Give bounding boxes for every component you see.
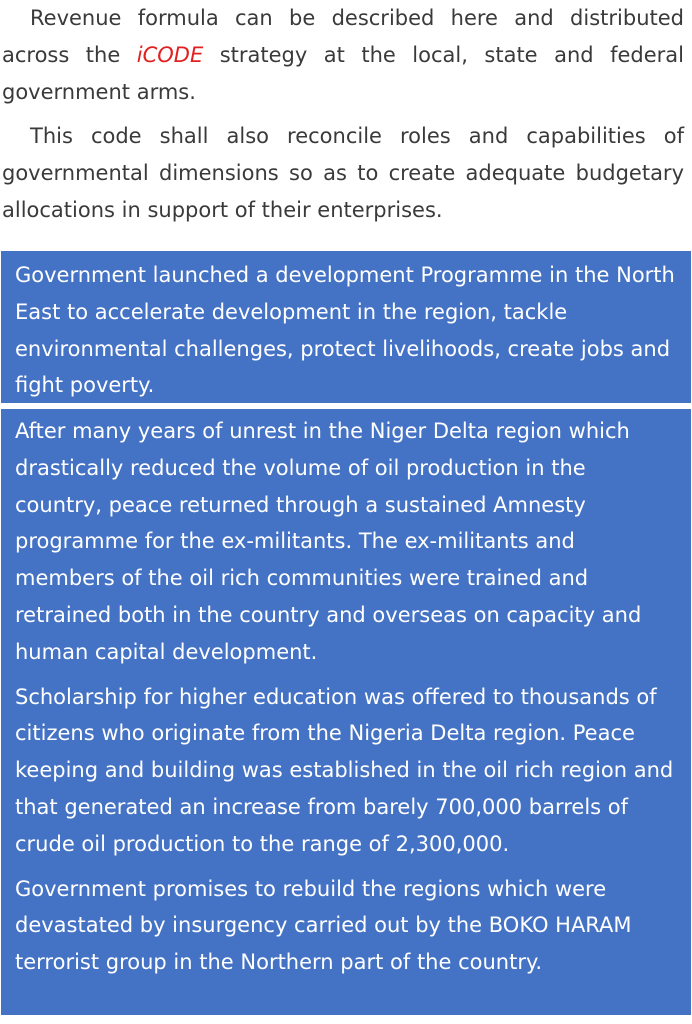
icode-brand-name: iCODE: [136, 43, 204, 67]
intro-p1-after: strategy at the local, state and federal government arms.: [2, 43, 684, 104]
intro-paragraph-revenue: [2, 0, 684, 111]
niger-delta-box: [1, 409, 691, 1015]
north-east-programme-box: [1, 251, 691, 403]
north-east-paragraph: Government launched a development Programme in the North East to accelerate development in the region, tackle environmental challenges, protect livelihoods, create jobs and fight poverty.: [15, 263, 675, 398]
intro-section: [0, 0, 692, 229]
intro-paragraph-roles: This code shall also reconcile roles and capabilities of governmental dimensions so as to create adequate budgetary allocations in support of their enterprises.: [2, 124, 684, 222]
rebuild-paragraph: Government promises to rebuild the regions which were devastated by insurgency carried out by the BOKO HARAM terrorist group in the Northern part of the country.: [15, 876, 632, 975]
intro-p1-before: Revenue formula can be described here and distributed across the: [2, 6, 684, 67]
scholarship-paragraph: Scholarship for higher education was offered to thousands of citizens who originate from the Nigeria Delta region. Peace keeping and building was established in the oil rich region and that generated an increase from barely 700,000 barrels of crude oil production to the range of 2,300,000.: [15, 684, 674, 856]
amnesty-paragraph: After many years of unrest in the Niger Delta region which drastically reduced the volume of oil production in the country, peace returned through a sustained Amnesty programme for the ex-militants. The ex-militants and members of the oil rich communities were trained and retrained both in the country and overseas on capacity and human capital development.: [15, 419, 642, 664]
